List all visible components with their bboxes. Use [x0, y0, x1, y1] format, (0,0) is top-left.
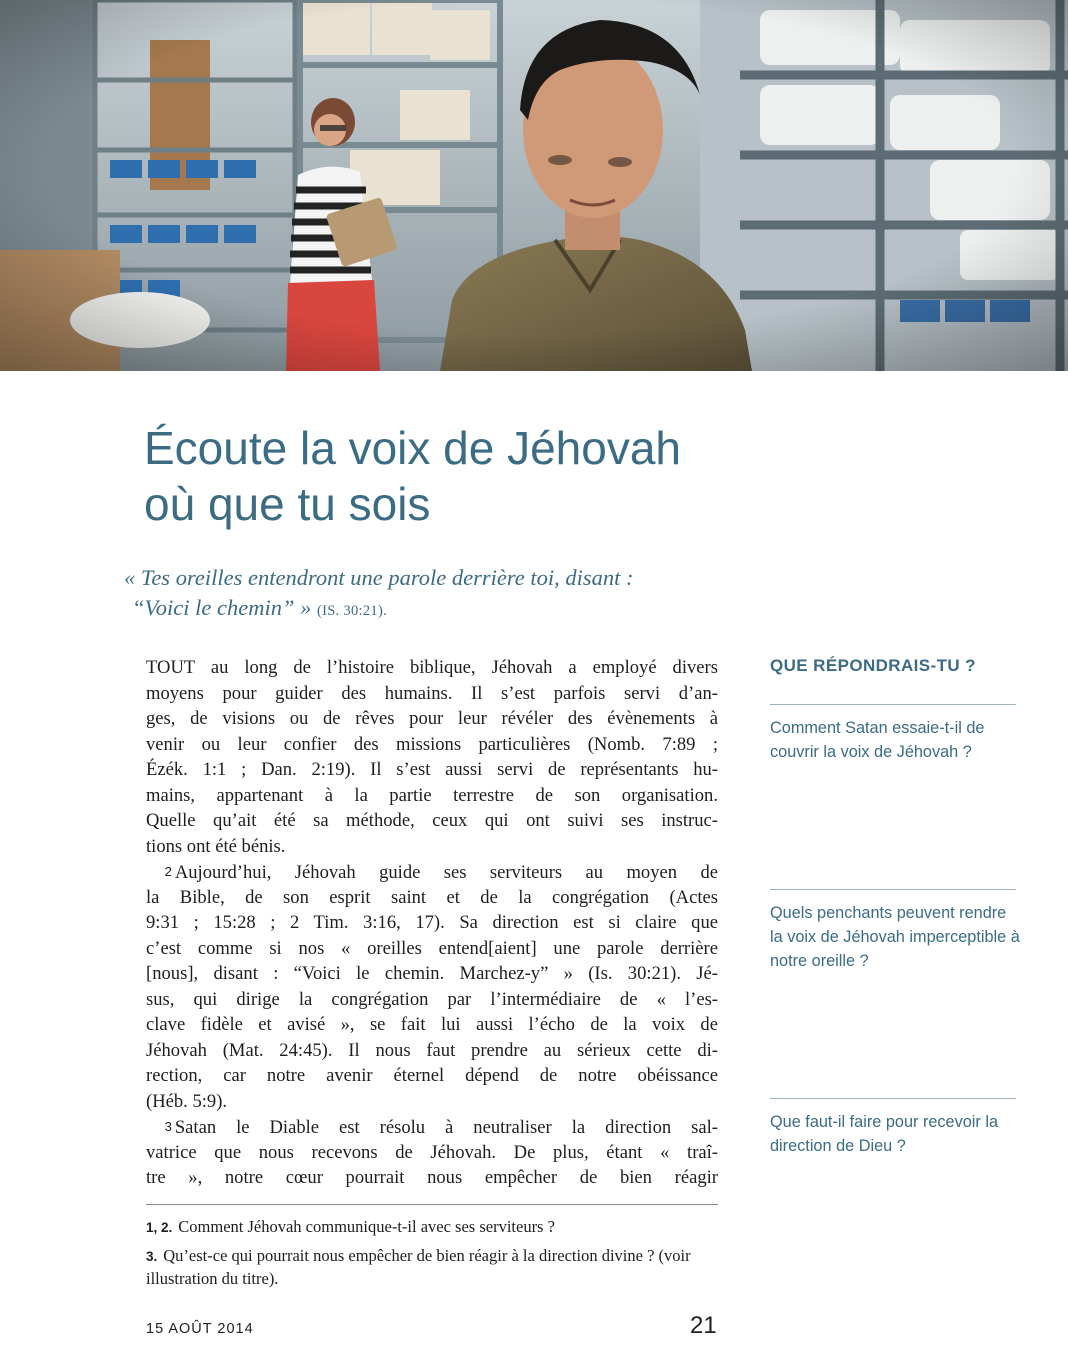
theme-line-2-wrap [124, 593, 764, 626]
body-line-first [146, 859, 718, 885]
study-question-1 [146, 1216, 718, 1239]
question-number: 3. [146, 1249, 158, 1264]
body-line: la Bible, de son esprit saint et de la congrégation (Actes [146, 886, 718, 908]
body-line: rection, car notre avenir éternel dépend de notre obéissance [146, 1065, 718, 1086]
body-line: venir ou leur confier des missions particulières (Nomb. 7:89 ; [146, 733, 718, 755]
study-questions [146, 1216, 718, 1296]
page-number: 21 [690, 1312, 717, 1339]
review-question-3: Que faut-il faire pour recevoir la direction de Dieu ? [770, 1113, 999, 1155]
theme-scripture [124, 563, 764, 626]
body-line: (Héb. 5:9). [146, 1090, 228, 1112]
paragraph-1 [146, 655, 718, 859]
article-body [146, 655, 718, 1191]
body-line: Jéhovah (Mat. 24:45). Il nous faut prendre au sérieux cette di- [146, 1039, 718, 1061]
body-line: Ézék. 1:1 ; Dan. 2:19). Il s’est aussi servi de représentants hu- [146, 759, 718, 780]
article-title-line-1: Écoute la voix de Jéhovah [144, 422, 682, 474]
question-number: 1, 2. [146, 1220, 173, 1235]
body-line-text: Aujourd’hui, Jéhovah guide ses serviteurs au moyen de [174, 862, 718, 883]
body-line: c’est comme si nos « oreilles entend[aient] une parole derrière [146, 937, 718, 959]
review-question-1: Comment Satan essaie-t-il de couvrir la voix de Jéhovah ? [770, 719, 985, 761]
review-question-2: Quels penchants peuvent rendre la voix de Jéhovah imperceptible à notre oreille ? [770, 904, 1020, 970]
theme-line-2: “Voici le chemin” » [132, 595, 312, 620]
body-line: TOUT au long de l’histoire biblique, Jéhovah a employé divers [146, 657, 718, 678]
body-line: [nous], disant : “Voici le chemin. Marchez-y” » (Is. 30:21). Jé- [146, 963, 718, 984]
body-line: vatrice que nous recevons de Jéhovah. De plus, étant « traî- [146, 1141, 718, 1163]
sidebar-heading: QUE RÉPONDRAIS-TU ? [770, 656, 976, 675]
question-text: Qu’est-ce qui pourrait nous empêcher de bien réagir à la direction divine ? (voir illustration du titre). [146, 1246, 691, 1288]
sidebar-divider [770, 704, 1016, 705]
body-line: mains, appartenant à la partie terrestre de son organisation. [146, 784, 718, 806]
paragraph-number: 3 [164, 1119, 172, 1134]
body-line: ges, de visions ou de rêves pour leur révéler des évènements à [146, 708, 718, 729]
review-sidebar [770, 656, 1020, 1155]
sidebar-divider [770, 889, 1016, 890]
theme-reference: (IS. 30:21). [316, 603, 388, 619]
body-line: tions ont été bénis. [146, 835, 286, 857]
questions-divider [146, 1204, 718, 1205]
sidebar-divider [770, 1098, 1016, 1099]
paragraph-number: 2 [164, 864, 172, 879]
issue-date: 15 AOÛT 2014 [146, 1321, 254, 1337]
body-line: moyens pour guider des humains. Il s’est parfois servi d’an- [146, 682, 718, 704]
question-text: Comment Jéhovah communique-t-il avec ses serviteurs ? [178, 1217, 555, 1236]
body-line-text: Satan le Diable est résolu à neutraliser la direction sal- [174, 1117, 718, 1138]
article-title-line-2: où que tu sois [144, 478, 431, 530]
article-title [144, 420, 844, 532]
paragraph-3 [146, 1114, 718, 1191]
body-line: sus, qui dirige la congrégation par l’intermédiaire de « l’es- [146, 988, 718, 1010]
body-line: clave fidèle et avisé », se fait lui aussi l’écho de la voix de [146, 1014, 718, 1035]
body-line: tre », notre cœur pourrait nous empêcher de bien réagir [146, 1167, 718, 1188]
paragraph-2 [146, 859, 718, 1114]
study-question-2 [146, 1245, 718, 1290]
theme-line-1: « Tes oreilles entendront une parole derrière toi, disant : [124, 565, 634, 590]
body-line-first [146, 1114, 718, 1140]
body-line: Quelle qu’ait été sa méthode, ceux qui ont suivi ses instruc- [146, 810, 718, 831]
body-line: 9:31 ; 15:28 ; 2 Tim. 3:16, 17). Sa direction est si claire que [146, 912, 718, 933]
title-illustration [0, 0, 1068, 371]
